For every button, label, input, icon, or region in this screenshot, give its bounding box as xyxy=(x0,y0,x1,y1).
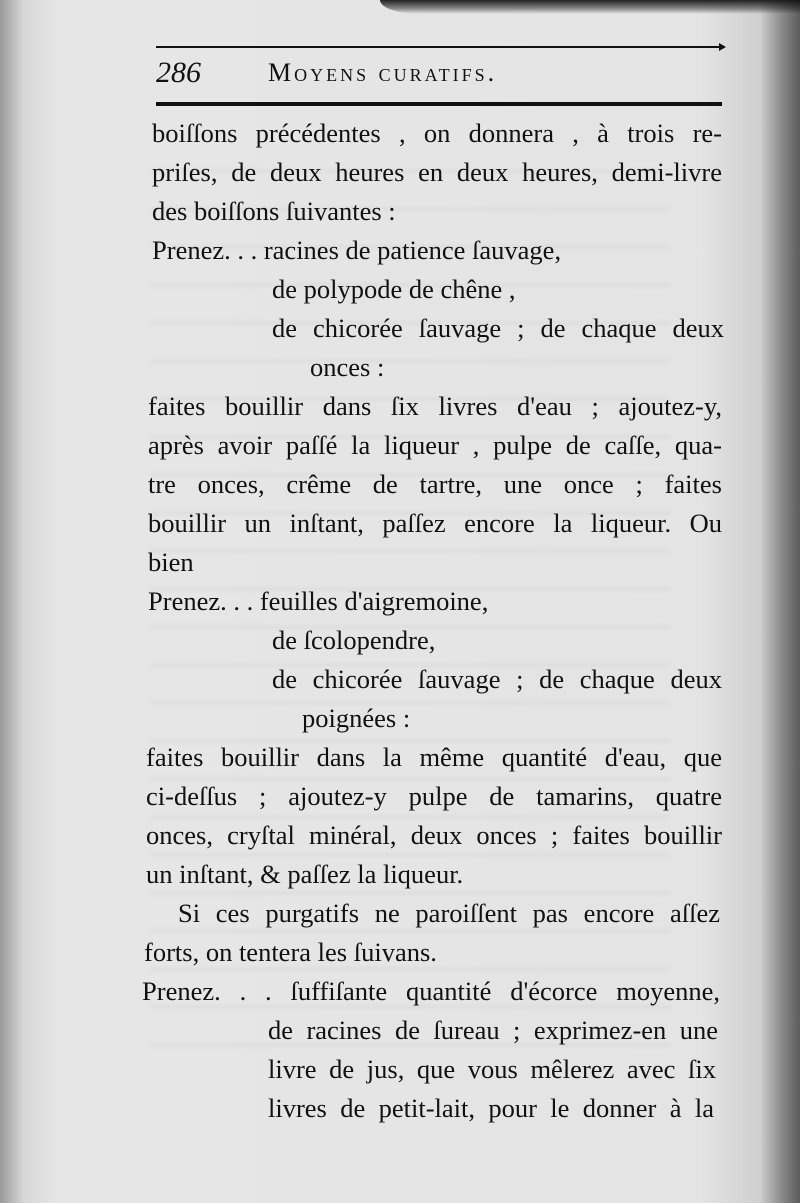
page-number: 286 xyxy=(156,56,201,89)
text-line: livres de petit-lait, pour le donner à la xyxy=(268,1093,714,1123)
text-line: de racines de ſureau ; exprimez-en une xyxy=(268,1015,718,1045)
text-line: de chicorée ſauvage ; de chaque deux xyxy=(272,313,724,343)
text-line: de chicorée ſauvage ; de chaque deux xyxy=(272,664,722,694)
text-line: de ſcolopendre, xyxy=(272,625,436,655)
running-head: Moyens curatifs. xyxy=(268,58,498,87)
text-line: un inſtant, & paſſez la liqueur. xyxy=(146,859,464,889)
text-line: forts, on tentera les ſuivans. xyxy=(144,937,437,967)
text-line: des boiſſons ſuivantes : xyxy=(152,196,396,226)
header-rule-bottom xyxy=(156,102,722,106)
text-line: Prenez. . . ſuffiſante quantité d'écorce moyenne, xyxy=(142,976,720,1006)
text-line: Prenez. . . racines de patience ſauvage, xyxy=(152,235,562,265)
show-through xyxy=(150,170,670,1070)
text-line: après avoir paſſé la liqueur , pulpe de caſſe, qua- xyxy=(148,430,722,460)
text-line: tre onces, crême de tartre, une once ; faites xyxy=(148,469,722,499)
text-line: faites bouillir dans la même quantité d'eau, que xyxy=(146,742,722,772)
text-line: boiſſons précédentes , on donnera , à trois re- xyxy=(152,118,722,148)
text-line: bien xyxy=(148,547,194,577)
text-line: de polypode de chêne , xyxy=(272,274,516,304)
text-line: bouillir un inſtant, paſſez encore la liqueur. Ou xyxy=(148,508,722,538)
text-line: faites bouillir dans ſix livres d'eau ; ajoutez-y, xyxy=(148,391,722,421)
header-rule-top xyxy=(156,46,722,48)
text-line: onces, cryſtal minéral, deux onces ; faites bouillir xyxy=(146,820,722,850)
text-line: Si ces purgatifs ne paroiſſent pas encore aſſez xyxy=(178,898,720,928)
text-line: poignées : xyxy=(302,703,411,733)
text-line: livre de jus, que vous mêlerez avec ſix xyxy=(268,1054,716,1084)
text-line: onces : xyxy=(310,352,385,382)
page-edge-shadow xyxy=(380,0,800,14)
text-line: Prenez. . . feuilles d'aigremoine, xyxy=(148,586,489,616)
page-header xyxy=(156,52,722,98)
text-line: ci-deſſus ; ajoutez-y pulpe de tamarins, quatre xyxy=(146,781,722,811)
text-line: priſes, de deux heures en deux heures, demi-livre xyxy=(152,157,722,187)
